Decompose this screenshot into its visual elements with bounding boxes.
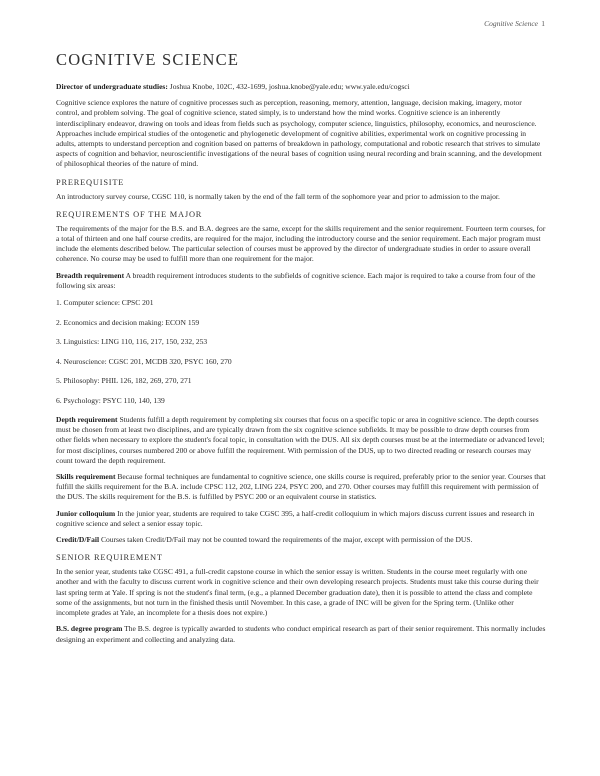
dus-paragraph <box>56 82 546 92</box>
senior-paragraph: In the senior year, students take CGSC 491, a full-credit capstone course in which the senior essay is written. Students in the course meet regularly with one another and with the faculty to discuss current work in cognitive science and their own developing research projects. Students must take this course during their last spring term at Yale. If spring is not the student's final term, (e.g., a planned December graduation date), then it is possible to attend the class and complete some of the assignments, but not turn in the finished thesis until November. In this case, a grade of INC will be given for the Spring term. (Unlike other incomplete grades at Yale, an incomplete for a thesis does not expire.) <box>56 567 539 618</box>
breadth-paragraph <box>56 271 546 291</box>
document-body <box>56 50 546 645</box>
depth-label: Depth requirement <box>56 415 118 425</box>
bs-text: The B.S. degree is typically awarded to students who conduct empirical research as part of their senior requirement. This normally includes designing an experiment and collecting and analyzing data. <box>56 624 546 644</box>
depth-paragraph <box>56 415 546 466</box>
bs-label: B.S. degree program <box>56 624 123 634</box>
dus-label: Director of undergraduate studies: <box>56 82 168 91</box>
list-item: 3. Linguistics: LING 110, 116, 217, 150, 232, 253 <box>56 337 208 347</box>
cdf-text: Courses taken Credit/D/Fail may not be counted toward the requirements of the major, except with permission of the DUS. <box>100 535 473 545</box>
prerequisite-heading: PREREQUISITE <box>56 177 125 187</box>
senior-heading: SENIOR REQUIREMENT <box>56 553 163 563</box>
cdf-paragraph <box>56 535 546 545</box>
dus-text: Joshua Knobe, 102C, 432-1699, joshua.knobe@yale.edu; www.yale.edu/cogsci <box>169 82 410 91</box>
cdf-label: Credit/D/Fail <box>56 535 100 545</box>
junior-label: Junior colloquium <box>56 508 116 518</box>
list-item: 1. Computer science: CPSC 201 <box>56 298 154 308</box>
page-title: COGNITIVE SCIENCE <box>56 50 240 69</box>
requirements-heading: REQUIREMENTS OF THE MAJOR <box>56 209 203 219</box>
prerequisite-paragraph: An introductory survey course, CGSC 110, is normally taken by the end of the fall term of the sophomore year and prior to admission to the major. <box>56 191 500 201</box>
page-number: 1 <box>541 19 545 28</box>
depth-text: Students fulfill a depth requirement by completing six courses that focus on a specific topic or area in cognitive science. The depth courses must be chosen from at least two disciplines, and are typically drawn from the six cognitive science subfields. It may be possible to draw depth courses from other fields when necessary to explore the student's focal topic, in consultation with the DUS. All six depth courses must be at the intermediate or advanced level; for most disciplines, courses numbered 200 or above fulfill the requirement. With permission of the DUS, up to two directed reading or research courses may count toward the depth requirement. <box>56 415 545 465</box>
list-item: 5. Philosophy: PHIL 126, 182, 269, 270, 271 <box>56 376 192 386</box>
page-header <box>0 19 600 33</box>
breadth-label: Breadth requirement <box>56 270 125 280</box>
skills-label: Skills requirement <box>56 472 116 482</box>
list-item: 4. Neuroscience: CGSC 201, MCDB 320, PSYC 160, 270 <box>56 356 232 366</box>
breadth-areas-list <box>56 298 546 406</box>
list-item: 6. Psychology: PSYC 110, 140, 139 <box>56 395 165 405</box>
skills-paragraph <box>56 472 546 503</box>
running-title: Cognitive Science <box>484 19 538 28</box>
intro-paragraph: Cognitive science explores the nature of cognitive processes such as perception, reasoning, memory, attention, language, decision making, imagery, motor control, and problem solving. The goal of cognitive science, stated simply, is to understand how the mind works. Cognitive science is an inherently interdisciplinary endeavor, drawing on tools and ideas from fields such as psychology, computer science, linguistics, philosophy, economics, and neuroscience. Approaches include empirical studies of the ontogenetic and phylogenetic development of cognitive abilities, experimental work on cognitive processing in adults, attempts to understand perception and cognition based on patterns of breakdown in pathology, computational and robotic research that strives to simulate aspects of cognition and behavior, neuroscientific investigations of the neural bases of cognition using neural recording and brain scanning, and the development of philosophical theories of the nature of mind. <box>56 98 542 169</box>
breadth-text: A breadth requirement introduces students to the subfields of cognitive science. Each major is required to take a course from four of the following six areas: <box>56 270 536 290</box>
junior-text: In the junior year, students are required to take CGSC 395, a half-credit colloquium in which majors discuss current issues and research in cognitive science and select a senior essay topic. <box>56 508 535 528</box>
junior-paragraph <box>56 509 546 529</box>
skills-text: Because formal techniques are fundamental to cognitive science, one skills course is required, preferably prior to the senior year. Courses that fulfill the skills requirement for the B.A. include CPSC 112, 202, LING 224, PSYC 200, and 270. Other courses may fulfill this requirement with permission of the DUS. The skills requirement for the B.S. is fulfilled by PSYC 200 or an equivalent course in statistics. <box>56 472 546 502</box>
bs-paragraph <box>56 624 546 644</box>
list-item: 2. Economics and decision making: ECON 159 <box>56 317 200 327</box>
requirements-paragraph: The requirements of the major for the B.S. and B.A. degrees are the same, except for the skills requirement and the senior requirement. Fourteen term courses, for a total of thirteen and one half course credits, are required for the major, including the introductory course and the senior requirement. Each major program must include the elements described below. The particular selection of courses must be approved by the director of undergraduate studies in order to assure overall coherence. No course may be used to fulfill more than one requirement for the major. <box>56 223 546 264</box>
